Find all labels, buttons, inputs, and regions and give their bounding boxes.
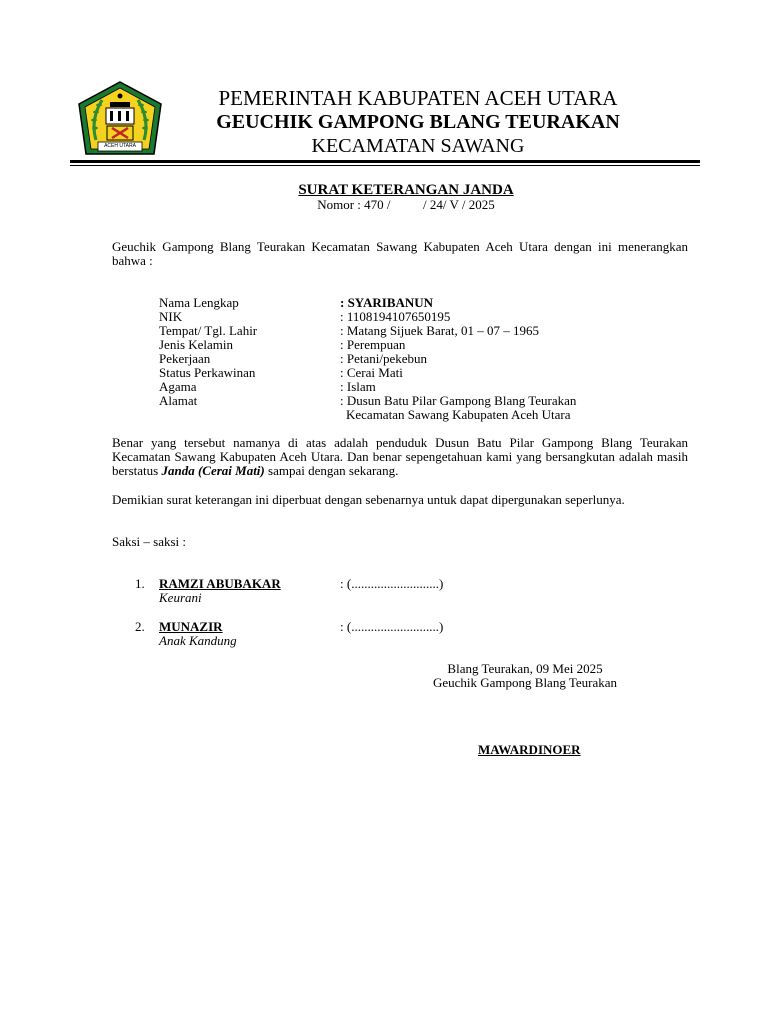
header-rule-thin <box>70 165 700 166</box>
label-pekerjaan: Pekerjaan <box>159 351 211 366</box>
closing-paragraph: Demikian surat keterangan ini diperbuat dengan sebenarnya untuk dapat dipergunakan seperlunya. <box>112 492 625 507</box>
label-agama: Agama <box>159 379 197 394</box>
logo-ribbon-text: ACEH UTARA <box>104 143 136 149</box>
value-nama: : SYARIBANUN <box>340 295 434 310</box>
header-village: GEUCHIK GAMPONG BLANG TEURAKAN <box>216 111 620 133</box>
witnesses-heading: Saksi – saksi : <box>112 534 187 549</box>
witness-role: Keurani <box>159 590 202 605</box>
value-pekerjaan: : Petani/pekebun <box>340 351 428 366</box>
label-nik: NIK <box>159 309 183 324</box>
statement-status-emphasis: Janda (Cerai Mati) <box>161 463 265 478</box>
label-nama: Nama Lengkap <box>159 295 239 310</box>
header-district: KECAMATAN SAWANG <box>311 135 525 157</box>
label-status: Status Perkawinan <box>159 365 256 380</box>
header-government: PEMERINTAH KABUPATEN ACEH UTARA <box>218 86 618 110</box>
label-alamat: Alamat <box>159 393 198 408</box>
statement-paragraph <box>112 436 688 478</box>
signature-place-date: Blang Teurakan, 09 Mei 2025 <box>447 661 603 676</box>
label-jenis-kelamin: Jenis Kelamin <box>159 337 234 352</box>
value-agama: : Islam <box>340 379 376 394</box>
intro-paragraph: Geuchik Gampong Blang Teurakan Kecamatan Sawang Kabupaten Aceh Utara dengan ini menerangkan bahwa : <box>112 239 688 268</box>
witness-number: 1. <box>135 576 145 591</box>
document-number: Nomor : 470 / / 24/ V / 2025 <box>317 197 495 212</box>
value-ttl: : Matang Sijuek Barat, 01 – 07 – 1965 <box>340 323 539 338</box>
signature-position: Geuchik Gampong Blang Teurakan <box>432 675 618 690</box>
header-rule-thick <box>70 160 700 163</box>
witness-number: 2. <box>135 619 145 634</box>
value-alamat-line2: Kecamatan Sawang Kabupaten Aceh Utara <box>346 407 571 422</box>
label-ttl: Tempat/ Tgl. Lahir <box>159 323 258 338</box>
witness-role: Anak Kandung <box>159 633 237 648</box>
value-nik: : 1108194107650195 <box>340 309 451 324</box>
statement-text-a: Benar yang tersebut namanya di atas adalah penduduk Dusun Batu Pilar Gampong Blang Teurakan Kecamatan Sawang Kabupaten Aceh Utara. Dan benar sepengetahuan kami yang bersangkutan adalah masih berstatus <box>112 435 688 478</box>
document-title: SURAT KETERANGAN JANDA <box>298 182 514 198</box>
witness-name: RAMZI ABUBAKAR <box>159 576 281 591</box>
witness-signature-line: : (...........................) <box>340 619 444 634</box>
statement-text-b: sampai dengan sekarang. <box>264 463 399 478</box>
value-jenis-kelamin: : Perempuan <box>340 337 406 352</box>
witness-name: MUNAZIR <box>159 619 223 634</box>
value-status: : Cerai Mati <box>340 365 403 380</box>
value-alamat-line1: : Dusun Batu Pilar Gampong Blang Teurakan <box>340 393 577 408</box>
signer-name: MAWARDINOER <box>478 742 581 757</box>
witness-signature-line: : (...........................) <box>340 576 444 591</box>
